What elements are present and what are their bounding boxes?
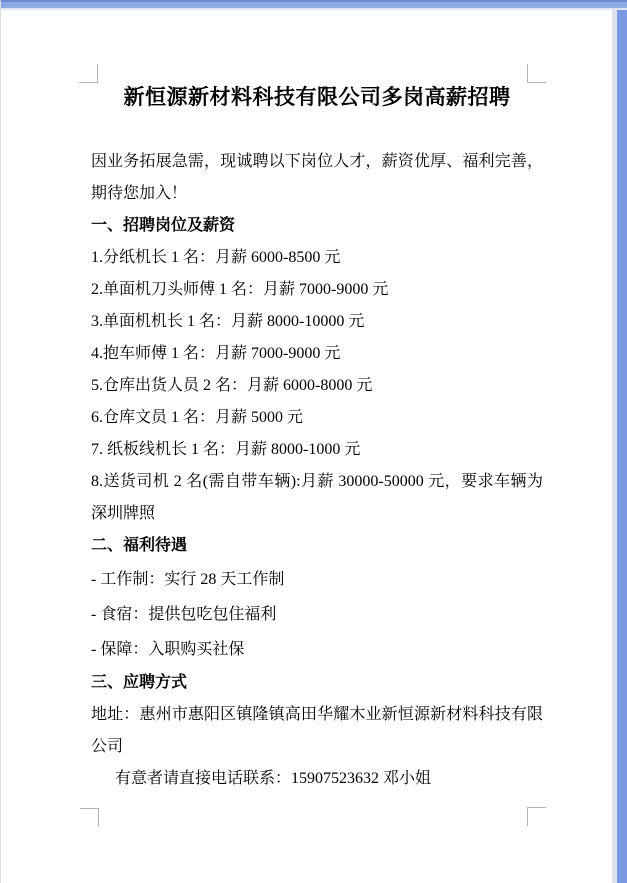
job-item: 1.分纸机长 1 名：月薪 6000-8500 元 (91, 249, 341, 266)
job-item: 4.抱车师傅 1 名：月薪 7000-9000 元 (91, 345, 341, 362)
benefit-item: - 食宿：提供包吃包住福利 (91, 606, 277, 623)
doc-title: 新恒源新材料科技有限公司多岗高薪招聘 (123, 85, 511, 109)
job-item: 2.单面机刀头师傅 1 名：月薪 7000-9000 元 (91, 281, 389, 298)
crop-mark-bottom-left (80, 808, 99, 827)
window-frame-top-light-line (1, 8, 627, 10)
benefit-item: - 保障：入职购买社保 (91, 641, 245, 658)
section-heading-apply: 三、应聘方式 (91, 674, 188, 691)
contact-line: 有意者请直接电话联系：15907523632 邓小姐 (115, 770, 432, 787)
window-frame-right (612, 0, 627, 883)
job-item: 5.仓库出货人员 2 名：月薪 6000-8000 元 (91, 377, 373, 394)
job-item: 3.单面机机长 1 名：月薪 8000-10000 元 (91, 313, 365, 330)
intro-paragraph: 因业务拓展急需，现诚聘以下岗位人才，薪资优厚、福利完善，期待您加入！ (91, 153, 543, 202)
crop-mark-top-left (79, 64, 98, 83)
window-frame-right-main-strip (617, 0, 627, 883)
document-page[interactable] (91, 82, 543, 795)
section-heading-jobs: 一、招聘岗位及薪资 (91, 217, 236, 234)
job-item: 6.仓库文员 1 名：月薪 5000 元 (91, 409, 304, 426)
job-item: 8.送货司机 2 名(需自带车辆):月薪 30000-50000 元，要求车辆为深圳牌照 (91, 473, 543, 522)
address-line: 地址：惠州市惠阳区镇隆镇高田华耀木业新恒源新材料科技有限公司 (91, 706, 543, 755)
crop-mark-top-right (527, 64, 546, 83)
window-frame-top (1, 0, 627, 10)
benefit-item: - 工作制：实行 28 天工作制 (91, 571, 285, 588)
section-heading-benefits: 二、福利待遇 (91, 537, 188, 554)
job-item: 7. 纸板线机长 1 名：月薪 8000-1000 元 (91, 441, 361, 458)
crop-mark-bottom-right (527, 807, 546, 826)
